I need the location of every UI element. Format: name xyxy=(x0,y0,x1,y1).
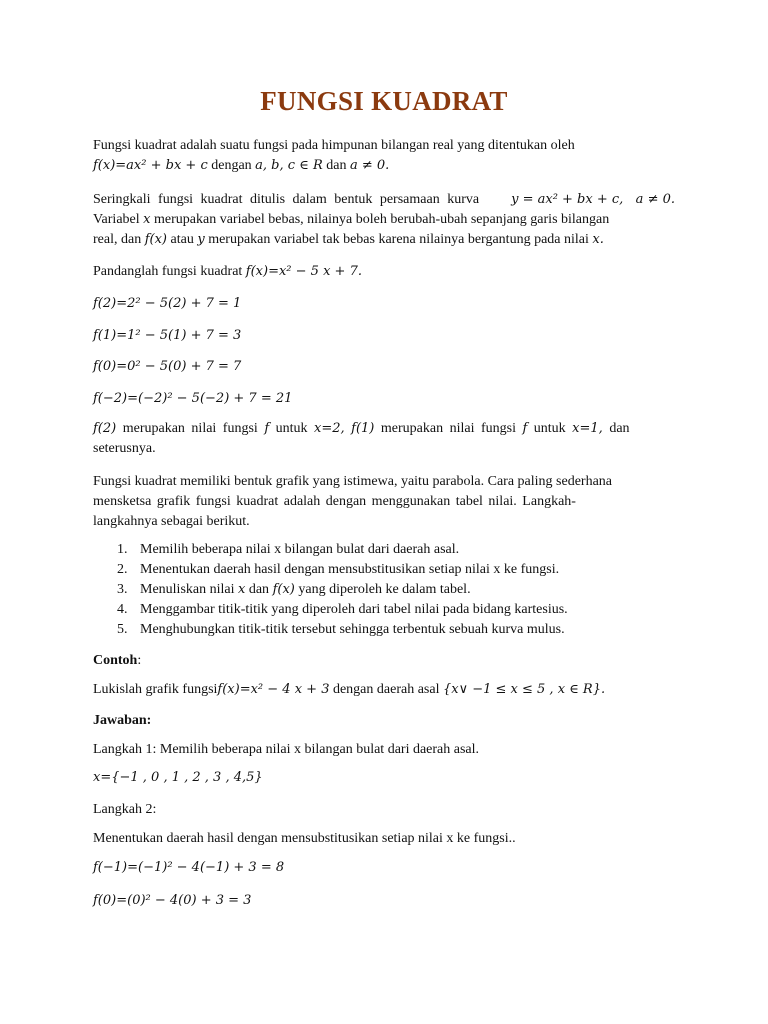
text-dengan: dengan xyxy=(211,158,252,173)
step-2-text: Menentukan daerah hasil dengan mensubstitusikan setiap nilai x ke fungsi.. xyxy=(93,831,516,846)
paragraph-text: Seringkali fungsi kuadrat ditulis dalam bentuk persamaan kurva xyxy=(93,192,480,207)
variable-f: f xyxy=(522,421,528,436)
list-text-part: yang diperoleh ke dalam tabel. xyxy=(298,582,471,597)
text-dan: dan xyxy=(326,158,347,173)
equation: f(−1)=(−1)² − 4(−1) + 3 = 8 xyxy=(93,860,285,875)
paragraph-text: Fungsi kuadrat adalah suatu fungsi pada himpunan bilangan real yang ditentukan oleh xyxy=(93,138,575,153)
paragraph-line xyxy=(93,230,675,250)
formula-example: f(x)=x² − 5 x + 7. xyxy=(245,264,362,279)
formula-condition-a: a ≠ 0. xyxy=(349,158,390,173)
paragraph-text: merupakan nilai fungsi xyxy=(380,421,516,436)
paragraph-text: dengan daerah asal xyxy=(332,682,440,697)
paragraph-line xyxy=(93,190,675,210)
list-text-part: Menuliskan nilai xyxy=(140,582,235,597)
paragraph-line xyxy=(93,210,675,230)
answer-heading: Jawaban: xyxy=(93,713,152,728)
equation: f(0)=0² − 5(0) + 7 = 7 xyxy=(93,359,242,374)
equation: f(0)=(0)² − 4(0) + 3 = 3 xyxy=(93,893,252,908)
paragraph-text: merupakan variabel bebas, nilainya boleh berubah-ubah sepanjang garis bilangan xyxy=(154,212,610,227)
paragraph-text: atau xyxy=(170,232,194,247)
paragraph-text: Variabel xyxy=(93,212,140,227)
paragraph-line xyxy=(93,156,675,176)
example-label: Contoh xyxy=(93,653,138,668)
formula-f2: f(2) xyxy=(93,421,117,436)
variable-x: x. xyxy=(592,232,604,247)
formula-x2: x=2, xyxy=(314,421,345,436)
example-task xyxy=(93,680,675,700)
paragraph-text: Lukislah grafik fungsi xyxy=(93,682,218,697)
example-heading xyxy=(93,651,675,671)
formula-domain: {x∨ −1 ≤ x ≤ 5 , x ∈ R}. xyxy=(442,682,606,697)
list-text: Memilih beberapa nilai x bilangan bulat dari daerah asal. xyxy=(140,542,460,557)
list-number: 4. xyxy=(117,602,128,617)
paragraph-text: Pandanglah fungsi kuadrat xyxy=(93,264,243,279)
paragraph-line xyxy=(93,136,675,156)
paragraph-line: mensketsa grafik fungsi kuadrat adalah dengan menggunakan tabel nilai. Langkah- xyxy=(93,494,576,509)
step-1-text: Langkah 1: Memilih beberapa nilai x bilangan bulat dari daerah asal. xyxy=(93,742,480,757)
equation: f(−2)=(−2)² − 5(−2) + 7 = 21 xyxy=(93,391,293,406)
paragraph-text: merupakan nilai fungsi xyxy=(122,421,258,436)
list-number: 2. xyxy=(117,562,128,577)
variable-x: x xyxy=(143,212,151,227)
variable-y: y xyxy=(197,232,205,247)
variable-x: x xyxy=(238,582,246,597)
equation: f(1)=1² − 5(1) + 7 = 3 xyxy=(93,328,242,343)
example-colon: : xyxy=(137,653,142,668)
paragraph-text: untuk xyxy=(533,421,566,436)
paragraph-example-function xyxy=(93,262,675,282)
list-number: 5. xyxy=(117,622,128,637)
list-text-part: dan xyxy=(248,582,270,597)
variable-fx: f(x) xyxy=(272,582,295,597)
variable-f: f xyxy=(264,421,270,436)
list-text: Menentukan daerah hasil dengan mensubstitusikan setiap nilai x ke fungsi. xyxy=(140,562,560,577)
paragraph-text: dan xyxy=(609,421,630,436)
list-text: Menggambar titik-titik yang diperoleh dari tabel nilai pada bidang kartesius. xyxy=(140,602,568,617)
list-text xyxy=(140,580,471,600)
list-number: 3. xyxy=(117,582,128,597)
formula-quadratic: f(x)=ax² + bx + c xyxy=(93,158,208,173)
page-title: FUNGSI KUADRAT xyxy=(260,86,508,116)
paragraph-line: langkahnya sebagai berikut. xyxy=(93,514,250,529)
list-text: Menghubungkan titik-titik tersebut sehingga terbentuk sebuah kurva mulus. xyxy=(140,622,565,637)
paragraph-text: merupakan variabel tak bebas karena nilainya bergantung pada nilai xyxy=(208,232,589,247)
paragraph-line: seterusnya. xyxy=(93,441,156,456)
formula-x1: x=1, xyxy=(572,421,603,436)
set-x: x={−1 , 0 , 1 , 2 , 3 , 4,5} xyxy=(93,770,263,785)
variable-fx: f(x) xyxy=(144,232,167,247)
paragraph-line xyxy=(93,419,675,439)
paragraph-text: untuk xyxy=(275,421,308,436)
paragraph-line: Fungsi kuadrat memiliki bentuk grafik yang istimewa, yaitu parabola. Cara paling sederhana xyxy=(93,474,613,489)
formula-task: f(x)=x² − 4 x + 3 xyxy=(217,682,330,697)
formula-f1: f(1) xyxy=(351,421,375,436)
step-2-heading: Langkah 2: xyxy=(93,802,157,817)
paragraph-text: real, dan xyxy=(93,232,142,247)
formula-condition: a, b, c ∈ R xyxy=(255,158,323,173)
equation: f(2)=2² − 5(2) + 7 = 1 xyxy=(93,296,242,311)
formula-curve: y = ax² + bx + c, a ≠ 0. xyxy=(511,192,675,207)
list-number: 1. xyxy=(117,542,128,557)
